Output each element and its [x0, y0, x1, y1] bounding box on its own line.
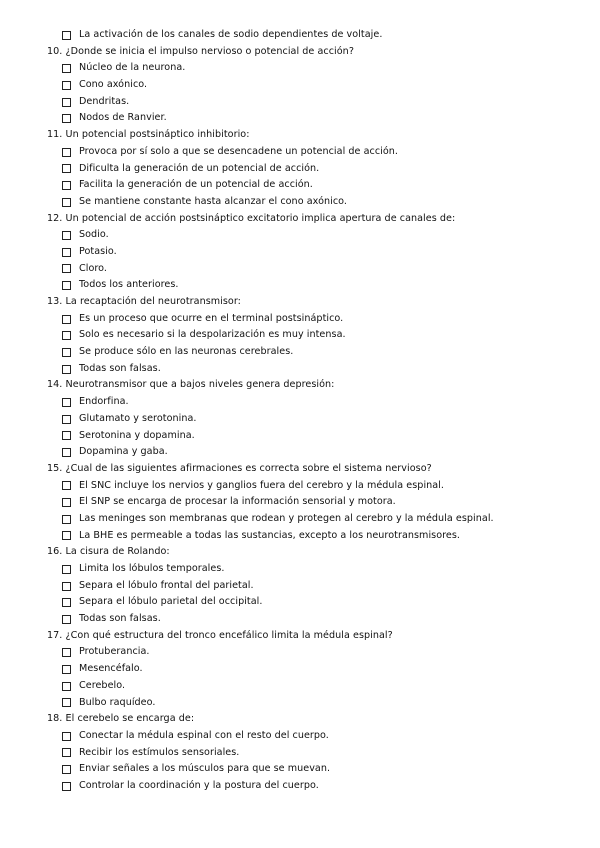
checkbox[interactable] [62, 248, 71, 257]
checkbox[interactable] [62, 315, 71, 324]
checkbox[interactable] [62, 732, 71, 741]
option-label: Glutamato y serotonina. [79, 412, 197, 424]
checkbox[interactable] [62, 481, 71, 490]
option-label: Todos los anteriores. [79, 279, 179, 291]
question-17 [0, 628, 600, 645]
option-label: La BHE es permeable a todas las sustancias, excepto a los neurotransmisores. [79, 529, 461, 541]
option-label: Bulbo raquídeo. [79, 696, 156, 708]
question-text: ¿Con qué estructura del tronco encefálico limita la médula espinal? [65, 629, 393, 641]
option-label: Recibir los estímulos sensoriales. [79, 746, 240, 758]
question-number: 11. [47, 129, 63, 141]
checkbox[interactable] [62, 181, 71, 190]
option-label: Conectar la médula espinal con el resto del cuerpo. [79, 729, 329, 741]
checkbox[interactable] [62, 64, 71, 73]
option-label: Se produce sólo en las neuronas cerebrales. [79, 346, 294, 358]
question-number: 10. [47, 45, 63, 57]
option-row[interactable] [0, 344, 600, 361]
option-row[interactable] [0, 177, 600, 194]
option-label: Dificulta la generación de un potencial de acción. [79, 162, 320, 174]
option-label: Nodos de Ranvier. [79, 112, 167, 124]
checkbox[interactable] [62, 81, 71, 90]
option-row[interactable] [0, 161, 600, 178]
option-row[interactable] [0, 494, 600, 511]
question-text: La cisura de Rolando: [65, 546, 170, 558]
option-row[interactable] [0, 511, 600, 528]
option-row[interactable] [0, 261, 600, 278]
option-row[interactable] [0, 728, 600, 745]
option-label: Limita los lóbulos temporales. [79, 563, 225, 574]
option-row[interactable] [0, 394, 600, 411]
option-row[interactable] [0, 27, 600, 44]
option-label: Sodio. [79, 229, 109, 241]
checkbox[interactable] [62, 148, 71, 157]
checkbox[interactable] [62, 98, 71, 107]
option-label: Provoca por sí solo a que se desencadene un potencial de acción. [79, 145, 399, 157]
checkbox[interactable] [62, 431, 71, 440]
option-row[interactable] [0, 478, 600, 495]
question-15 [0, 461, 600, 478]
checkbox[interactable] [62, 281, 71, 290]
option-row[interactable] [0, 94, 600, 111]
question-number: 14. [47, 379, 63, 391]
option-label: Todas son falsas. [79, 362, 161, 374]
checkbox[interactable] [62, 515, 71, 524]
question-14 [0, 377, 600, 394]
question-number: 15. [47, 462, 63, 474]
question-text: Un potencial de acción postsináptico excitatorio implica apertura de canales de: [65, 212, 456, 224]
option-label: Protuberancia. [79, 646, 150, 658]
checkbox[interactable] [62, 748, 71, 757]
checkbox[interactable] [62, 615, 71, 624]
option-row[interactable] [0, 611, 600, 628]
question-number: 18. [47, 713, 63, 725]
option-row[interactable] [0, 661, 600, 678]
checkbox[interactable] [62, 231, 71, 240]
question-18 [0, 711, 600, 728]
option-label: Enviar señales a los músculos para que se muevan. [79, 763, 331, 775]
option-row[interactable] [0, 745, 600, 762]
option-label: El SNC incluye los nervios y ganglios fuera del cerebro y la médula espinal. [79, 479, 445, 491]
checkbox[interactable] [62, 682, 71, 691]
checkbox[interactable] [62, 198, 71, 207]
option-row[interactable] [0, 561, 600, 578]
question-12 [0, 211, 600, 228]
option-row[interactable] [0, 277, 600, 294]
checkbox[interactable] [62, 415, 71, 424]
checkbox[interactable] [62, 765, 71, 774]
option-label: Es un proceso que ocurre en el terminal postsináptico. [79, 312, 344, 324]
option-label: Separa el lóbulo parietal del occipital. [79, 596, 263, 608]
option-row[interactable] [0, 110, 600, 127]
checkbox[interactable] [62, 348, 71, 357]
question-13 [0, 294, 600, 311]
checkbox[interactable] [62, 665, 71, 674]
checkbox[interactable] [62, 164, 71, 173]
option-row[interactable] [0, 327, 600, 344]
checkbox[interactable] [62, 398, 71, 407]
option-row[interactable] [0, 144, 600, 161]
option-label: Cono axónico. [79, 79, 148, 91]
question-number: 17. [47, 629, 63, 641]
option-row[interactable] [0, 361, 600, 378]
option-row[interactable] [0, 761, 600, 778]
option-row[interactable] [0, 194, 600, 211]
option-label: Cerebelo. [79, 679, 126, 691]
question-text: ¿Cual de las siguientes afirmaciones es correcta sobre el sistema nervioso? [65, 462, 432, 474]
option-row[interactable] [0, 60, 600, 77]
question-11 [0, 127, 600, 144]
option-label: Cloro. [79, 262, 108, 274]
option-row[interactable] [0, 644, 600, 661]
quiz-page [0, 27, 600, 795]
checkbox[interactable] [62, 598, 71, 607]
question-text: Un potencial postsináptico inhibitorio: [65, 129, 250, 141]
option-label: Serotonina y dopamina. [79, 429, 195, 441]
option-row[interactable] [0, 444, 600, 461]
option-row[interactable] [0, 411, 600, 428]
option-row[interactable] [0, 528, 600, 545]
option-label: Separa el lóbulo frontal del parietal. [79, 579, 254, 591]
option-row[interactable] [0, 578, 600, 595]
question-number: 13. [47, 296, 63, 307]
option-label: Solo es necesario si la despolarización es muy intensa. [79, 329, 346, 341]
option-label: El SNP se encarga de procesar la información sensorial y motora. [79, 496, 396, 508]
option-row[interactable] [0, 778, 600, 795]
option-row[interactable] [0, 428, 600, 445]
option-row[interactable] [0, 695, 600, 712]
checkbox[interactable] [62, 565, 71, 574]
option-row[interactable] [0, 678, 600, 695]
option-label: Endorfina. [79, 396, 129, 408]
question-text: La recaptación del neurotransmisor: [65, 296, 241, 307]
checkbox[interactable] [62, 782, 71, 791]
checkbox[interactable] [62, 648, 71, 657]
checkbox[interactable] [62, 698, 71, 707]
question-text: El cerebelo se encarga de: [65, 713, 195, 725]
question-text: Neurotransmisor que a bajos niveles genera depresión: [65, 379, 335, 391]
option-label: Núcleo de la neurona. [79, 62, 186, 74]
option-label: Dopamina y gaba. [79, 446, 168, 458]
option-label: Controlar la coordinación y la postura del cuerpo. [79, 779, 319, 791]
question-text: ¿Donde se inicia el impulso nervioso o potencial de acción? [65, 45, 354, 57]
checkbox[interactable] [62, 31, 71, 40]
checkbox[interactable] [62, 114, 71, 123]
option-row[interactable] [0, 227, 600, 244]
option-label: Se mantiene constante hasta alcanzar el cono axónico. [79, 195, 348, 207]
question-16 [0, 544, 600, 561]
checkbox[interactable] [62, 582, 71, 591]
checkbox[interactable] [62, 498, 71, 507]
checkbox[interactable] [62, 531, 71, 540]
option-label: La activación de los canales de sodio dependientes de voltaje. [79, 29, 383, 40]
question-number: 16. [47, 546, 63, 558]
option-label: Todas son falsas. [79, 613, 161, 625]
option-row[interactable] [0, 594, 600, 611]
option-row[interactable] [0, 77, 600, 94]
option-label: Mesencéfalo. [79, 663, 143, 675]
option-row[interactable] [0, 244, 600, 261]
checkbox[interactable] [62, 264, 71, 273]
option-row[interactable] [0, 311, 600, 328]
option-label: Las meninges son membranas que rodean y protegen al cerebro y la médula espinal. [79, 512, 494, 524]
question-10 [0, 44, 600, 61]
option-label: Dendritas. [79, 95, 130, 107]
checkbox[interactable] [62, 448, 71, 457]
option-label: Facilita la generación de un potencial de acción. [79, 179, 313, 191]
option-label: Potasio. [79, 245, 117, 257]
question-number: 12. [47, 212, 63, 224]
checkbox[interactable] [62, 331, 71, 340]
checkbox[interactable] [62, 365, 71, 374]
